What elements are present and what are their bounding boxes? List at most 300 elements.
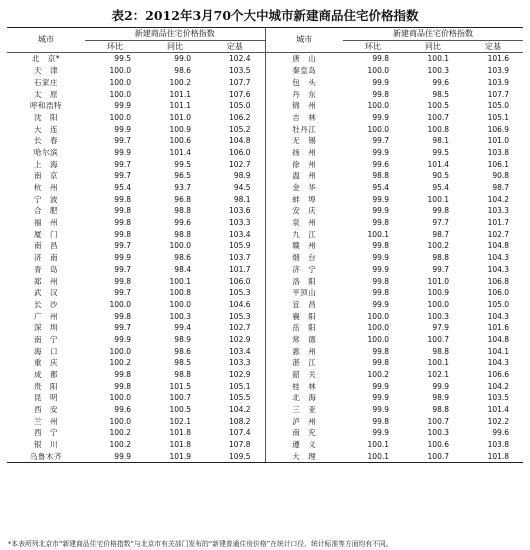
mom-index-cell: 99.9	[114, 124, 131, 134]
table-row	[7, 346, 523, 358]
base-index-cell: 107.7	[487, 89, 510, 99]
city-name-cell: 大 理	[265, 451, 343, 463]
mom-index-cell: 99.7	[372, 136, 390, 146]
table-row	[7, 194, 523, 206]
mom-index-cell: 99.8	[372, 416, 390, 426]
table-row	[7, 135, 523, 147]
city-name-cell: 宁 波	[34, 194, 58, 204]
yoy-index-cell: 96.8	[174, 194, 191, 204]
city-header-left: 城市	[7, 28, 85, 53]
yoy-index-cell: 100.3	[427, 428, 450, 438]
yoy-index-cell: 99.4	[174, 323, 191, 333]
yoy-index-cell: 100.7	[169, 393, 191, 403]
table-row	[7, 252, 523, 264]
mom-index-cell: 99.9	[372, 112, 390, 122]
base-index-cell: 101.8	[463, 451, 523, 463]
base-index-cell: 105.0	[229, 101, 251, 111]
base-index-cell: 109.5	[205, 451, 265, 463]
table-row	[7, 77, 523, 89]
yoy-index-cell: 100.6	[427, 440, 450, 450]
yoy-index-cell: 98.5	[174, 358, 191, 368]
mom-index-cell: 99.8	[372, 288, 390, 298]
mom-index-cell: 99.9	[372, 264, 390, 274]
base-index-cell: 108.2	[229, 416, 251, 426]
city-name-cell: 兰 州	[34, 416, 58, 426]
city-name-cell: 太 原	[34, 89, 58, 99]
table-row	[7, 182, 523, 194]
base-index-cell: 106.0	[229, 276, 251, 286]
city-name-cell: 徐 州	[265, 159, 343, 171]
base-index-cell: 105.3	[229, 311, 251, 321]
base-index-cell: 101.6	[487, 54, 510, 64]
table-row	[7, 451, 523, 463]
mom-index-cell: 99.7	[114, 288, 131, 298]
base-index-cell: 104.8	[487, 241, 510, 251]
mom-index-cell: 99.8	[114, 229, 131, 239]
city-name-cell: 银 川	[34, 440, 58, 450]
city-name-cell: 天 津	[34, 66, 58, 76]
yoy-index-cell: 100.8	[169, 288, 191, 298]
mom-index-cell: 99.8	[114, 370, 131, 380]
col-header-base-right: 定基	[463, 40, 523, 53]
base-index-cell: 101.0	[487, 136, 510, 146]
yoy-index-cell: 102.1	[169, 416, 191, 426]
city-name-cell: 九 江	[265, 229, 343, 241]
city-header-right: 城市	[265, 28, 343, 53]
city-name-cell: 武 汉	[34, 288, 58, 298]
base-index-cell: 98.9	[233, 171, 251, 181]
city-name-cell: 长 沙	[34, 299, 58, 309]
yoy-index-cell: 100.0	[427, 299, 450, 309]
table-row	[7, 392, 523, 404]
yoy-index-cell: 100.3	[427, 311, 450, 321]
city-name-cell: 包 头	[265, 77, 343, 89]
col-header-mom-left: 环比	[85, 40, 145, 53]
yoy-index-cell: 100.8	[427, 124, 450, 134]
city-name-cell: 蚌 埠	[265, 194, 343, 206]
col-header-yoy-left: 同比	[145, 40, 205, 53]
yoy-index-cell: 100.7	[403, 451, 463, 463]
yoy-index-cell: 100.5	[169, 405, 191, 415]
base-index-cell: 104.2	[487, 194, 510, 204]
mom-index-cell: 99.8	[114, 206, 131, 216]
city-name-cell: 大 连	[34, 124, 58, 134]
base-index-cell: 105.0	[487, 101, 510, 111]
base-index-cell: 102.9	[229, 334, 251, 344]
col-header-yoy-right: 同比	[403, 40, 463, 53]
mom-index-cell: 100.0	[109, 346, 131, 356]
yoy-index-cell: 98.8	[432, 253, 450, 263]
mom-index-cell: 99.8	[114, 311, 131, 321]
mom-index-cell: 99.9	[114, 147, 131, 157]
base-index-cell: 101.6	[487, 323, 510, 333]
mom-index-cell: 100.0	[109, 393, 131, 403]
yoy-index-cell: 100.7	[427, 112, 450, 122]
city-name-cell: 扬 州	[265, 147, 343, 159]
yoy-index-cell: 100.2	[427, 241, 450, 251]
table-row	[7, 369, 523, 381]
mom-index-cell: 100.0	[367, 311, 390, 321]
yoy-index-cell: 99.5	[174, 159, 191, 169]
base-index-cell: 105.9	[229, 241, 251, 251]
base-index-cell: 103.3	[229, 358, 251, 368]
city-name-cell: 合 肥	[34, 206, 58, 216]
city-name-cell: 襄 阳	[265, 311, 343, 323]
city-name-cell: 遵 义	[265, 439, 343, 451]
base-index-cell: 101.7	[487, 218, 510, 228]
city-name-cell: 海 口	[34, 346, 58, 356]
city-name-cell: 丹 东	[265, 88, 343, 100]
city-name-cell: 洛 阳	[265, 275, 343, 287]
col-header-base-left: 定基	[205, 40, 265, 53]
table-row	[7, 275, 523, 287]
mom-index-cell: 100.0	[109, 77, 131, 87]
base-index-cell: 103.6	[229, 206, 251, 216]
city-name-cell: 西 宁	[34, 428, 58, 438]
table-row	[7, 439, 523, 451]
yoy-index-cell: 90.5	[432, 171, 450, 181]
city-name-cell: 牡丹江	[265, 124, 343, 136]
mom-index-cell: 100.0	[109, 416, 131, 426]
yoy-index-cell: 98.8	[174, 370, 191, 380]
mom-index-cell: 95.4	[372, 183, 390, 193]
mom-index-cell: 99.9	[372, 147, 390, 157]
yoy-index-cell: 99.8	[432, 206, 450, 216]
city-name-cell: 秦皇岛	[265, 65, 343, 77]
yoy-index-cell: 101.8	[169, 440, 191, 450]
base-index-cell: 103.4	[229, 229, 251, 239]
city-name-cell: 济 南	[34, 253, 58, 263]
mom-index-cell: 100.0	[109, 112, 131, 122]
table-row	[7, 65, 523, 77]
base-index-cell: 104.3	[487, 311, 510, 321]
base-index-cell: 102.4	[229, 54, 251, 64]
city-name-cell: 宜 昌	[265, 299, 343, 311]
base-index-cell: 106.1	[487, 159, 510, 169]
base-index-cell: 106.2	[229, 112, 251, 122]
mom-index-cell: 99.5	[114, 54, 131, 64]
yoy-index-cell: 98.8	[432, 346, 450, 356]
mom-index-cell: 99.9	[114, 253, 131, 263]
mom-index-cell: 99.9	[372, 393, 390, 403]
table-row	[7, 299, 523, 311]
city-name-cell: 济 宁	[265, 264, 343, 276]
table-row	[7, 334, 523, 346]
yoy-index-cell: 100.0	[169, 299, 191, 309]
table-row	[7, 170, 523, 182]
city-name-cell: 常 德	[265, 334, 343, 346]
yoy-index-cell: 99.6	[174, 218, 191, 228]
table-row	[7, 112, 523, 124]
mom-index-cell: 99.8	[372, 218, 390, 228]
yoy-index-cell: 101.9	[145, 451, 205, 463]
yoy-index-cell: 98.6	[174, 346, 191, 356]
mom-index-cell: 100.0	[109, 66, 131, 76]
base-index-cell: 105.1	[487, 112, 510, 122]
mom-index-cell: 100.1	[343, 451, 403, 463]
table-row	[7, 311, 523, 323]
city-name-cell: 乌鲁木齐	[7, 451, 85, 463]
mom-index-cell: 99.9	[372, 206, 390, 216]
base-index-cell: 105.2	[229, 124, 251, 134]
mom-index-cell: 100.2	[109, 358, 131, 368]
yoy-index-cell: 100.9	[169, 124, 191, 134]
yoy-index-cell: 100.2	[169, 77, 191, 87]
mom-index-cell: 99.8	[114, 218, 131, 228]
base-index-cell: 104.2	[229, 405, 251, 415]
base-index-cell: 102.7	[487, 229, 510, 239]
mom-index-cell: 99.8	[114, 276, 131, 286]
city-name-cell: 广 州	[34, 311, 58, 321]
yoy-index-cell: 100.7	[427, 334, 450, 344]
city-name-cell: 岳 阳	[265, 322, 343, 334]
yoy-index-cell: 98.8	[174, 206, 191, 216]
mom-index-cell: 99.9	[372, 194, 390, 204]
mom-index-cell: 99.8	[372, 358, 390, 368]
yoy-index-cell: 98.8	[174, 229, 191, 239]
yoy-index-cell: 101.0	[169, 112, 191, 122]
city-name-cell: 北 京*	[31, 54, 61, 64]
mom-index-cell: 100.2	[367, 370, 390, 380]
yoy-index-cell: 97.7	[432, 218, 450, 228]
base-index-cell: 107.6	[229, 89, 251, 99]
table-row	[7, 287, 523, 299]
table-row	[7, 159, 523, 171]
yoy-index-cell: 100.1	[427, 194, 450, 204]
yoy-index-cell: 102.1	[427, 370, 450, 380]
city-name-cell: 无 锡	[265, 135, 343, 147]
base-index-cell: 103.3	[487, 206, 510, 216]
yoy-index-cell: 100.0	[169, 241, 191, 251]
yoy-index-cell: 100.6	[169, 136, 191, 146]
city-name-cell: 昆 明	[34, 393, 58, 403]
mom-index-cell: 99.8	[372, 346, 390, 356]
table-row	[7, 217, 523, 229]
city-name-cell: 成 都	[34, 370, 58, 380]
yoy-index-cell: 98.5	[432, 89, 450, 99]
yoy-index-cell: 93.7	[174, 183, 191, 193]
base-index-cell: 105.1	[229, 381, 251, 391]
mom-index-cell: 99.6	[114, 405, 131, 415]
mom-index-cell: 99.8	[372, 54, 390, 64]
base-index-cell: 104.3	[487, 358, 510, 368]
base-index-cell: 106.8	[487, 276, 510, 286]
yoy-index-cell: 98.4	[174, 264, 191, 274]
table-row	[7, 124, 523, 136]
table-row	[7, 100, 523, 112]
mom-index-cell: 100.0	[367, 124, 390, 134]
city-name-cell: 安 庆	[265, 205, 343, 217]
base-index-cell: 99.6	[492, 428, 510, 438]
mom-index-cell: 99.7	[114, 241, 131, 251]
base-index-cell: 106.9	[487, 124, 510, 134]
city-name-cell: 呼和浩特	[30, 101, 62, 111]
city-name-cell: 哈尔滨	[34, 147, 58, 157]
yoy-index-cell: 100.3	[427, 66, 450, 76]
price-index-table	[7, 27, 523, 463]
table-row	[7, 404, 523, 416]
mom-index-cell: 99.9	[372, 299, 390, 309]
base-index-cell: 106.0	[229, 147, 251, 157]
table-row	[7, 416, 523, 428]
mom-index-cell: 99.7	[114, 136, 131, 146]
yoy-index-cell: 98.9	[174, 334, 191, 344]
city-name-cell: 重 庆	[34, 358, 58, 368]
city-name-cell: 烟 台	[265, 252, 343, 264]
table-row	[7, 264, 523, 276]
table-row	[7, 322, 523, 334]
city-name-cell: 贵 阳	[34, 381, 58, 391]
yoy-index-cell: 100.5	[427, 101, 450, 111]
city-name-cell: 南 京	[34, 171, 58, 181]
mom-index-cell: 100.0	[109, 89, 131, 99]
mom-index-cell: 100.0	[367, 334, 390, 344]
city-name-cell: 石家庄	[34, 77, 58, 87]
city-name-cell: 赣 州	[265, 240, 343, 252]
city-name-cell: 南 宁	[34, 334, 58, 344]
yoy-index-cell: 100.1	[427, 358, 450, 368]
index-group-header-right: 新建商品住宅价格指数	[343, 28, 523, 41]
city-name-cell: 惠 州	[265, 346, 343, 358]
yoy-index-cell: 101.1	[169, 101, 191, 111]
base-index-cell: 104.3	[487, 253, 510, 263]
base-index-cell: 107.4	[229, 428, 251, 438]
city-name-cell: 温 州	[265, 170, 343, 182]
yoy-index-cell: 100.3	[169, 311, 191, 321]
base-index-cell: 101.7	[229, 264, 251, 274]
city-name-cell: 杭 州	[34, 183, 58, 193]
mom-index-cell: 98.8	[372, 171, 390, 181]
base-index-cell: 102.7	[229, 323, 251, 333]
base-index-cell: 104.3	[487, 264, 510, 274]
base-index-cell: 107.8	[229, 440, 251, 450]
city-name-cell: 平顶山	[265, 287, 343, 299]
mom-index-cell: 99.9	[114, 334, 131, 344]
mom-index-cell: 100.0	[367, 101, 390, 111]
city-name-cell: 深 圳	[34, 323, 58, 333]
city-name-cell: 青 岛	[34, 264, 58, 274]
mom-index-cell: 99.9	[372, 77, 390, 87]
mom-index-cell: 99.9	[372, 405, 390, 415]
city-name-cell: 南 昌	[34, 241, 58, 251]
yoy-index-cell: 95.4	[432, 183, 450, 193]
mom-index-cell: 100.1	[367, 440, 390, 450]
base-index-cell: 94.5	[233, 183, 251, 193]
mom-index-cell: 100.1	[367, 229, 390, 239]
base-index-cell: 104.2	[487, 381, 510, 391]
base-index-cell: 103.5	[487, 393, 510, 403]
mom-index-cell: 100.2	[109, 440, 131, 450]
index-group-header-left: 新建商品住宅价格指数	[85, 28, 265, 41]
base-index-cell: 104.6	[229, 299, 251, 309]
base-index-cell: 105.0	[487, 299, 510, 309]
yoy-index-cell: 100.1	[169, 276, 191, 286]
mom-index-cell: 99.8	[372, 241, 390, 251]
base-index-cell: 103.9	[487, 77, 510, 87]
mom-index-cell: 95.4	[114, 183, 131, 193]
city-name-cell: 吉 林	[265, 112, 343, 124]
table-row	[7, 205, 523, 217]
mom-index-cell: 99.7	[114, 171, 131, 181]
yoy-index-cell: 101.5	[169, 381, 191, 391]
base-index-cell: 102.9	[229, 370, 251, 380]
mom-index-cell: 100.0	[367, 66, 390, 76]
city-name-cell: 唐 山	[265, 53, 343, 65]
mom-index-cell: 99.9	[372, 428, 390, 438]
yoy-index-cell: 101.1	[169, 89, 191, 99]
city-name-cell: 泸 州	[265, 416, 343, 428]
yoy-index-cell: 99.6	[432, 77, 450, 87]
table-row	[7, 357, 523, 369]
yoy-index-cell: 98.6	[174, 66, 191, 76]
yoy-index-cell: 96.5	[174, 171, 191, 181]
city-name-cell: 沈 阳	[34, 112, 58, 122]
yoy-index-cell: 99.5	[432, 147, 450, 157]
table-row	[7, 427, 523, 439]
base-index-cell: 107.7	[229, 77, 251, 87]
yoy-index-cell: 101.8	[169, 428, 191, 438]
city-name-cell: 北 海	[265, 392, 343, 404]
city-name-cell: 厦 门	[34, 229, 58, 239]
mom-index-cell: 99.8	[372, 276, 390, 286]
table-row	[7, 88, 523, 100]
base-index-cell: 102.2	[487, 416, 510, 426]
yoy-index-cell: 98.7	[432, 229, 450, 239]
col-header-mom-right: 环比	[343, 40, 403, 53]
mom-index-cell: 99.9	[85, 451, 145, 463]
city-name-cell: 锦 州	[265, 100, 343, 112]
yoy-index-cell: 101.4	[169, 147, 191, 157]
mom-index-cell: 99.8	[114, 194, 131, 204]
table-row	[7, 53, 523, 65]
base-index-cell: 105.3	[229, 288, 251, 298]
yoy-index-cell: 99.9	[432, 381, 450, 391]
base-index-cell: 102.7	[229, 159, 251, 169]
base-index-cell: 103.4	[229, 346, 251, 356]
mom-index-cell: 99.8	[372, 89, 390, 99]
mom-index-cell: 99.7	[114, 264, 131, 274]
base-index-cell: 103.8	[487, 440, 510, 450]
base-index-cell: 104.8	[487, 334, 510, 344]
mom-index-cell: 99.9	[372, 253, 390, 263]
city-name-cell: 福 州	[34, 218, 58, 228]
mom-index-cell: 99.7	[114, 159, 131, 169]
table-row	[7, 229, 523, 241]
base-index-cell: 103.5	[229, 66, 251, 76]
city-name-cell: 韶 关	[265, 369, 343, 381]
base-index-cell: 106.6	[487, 370, 510, 380]
yoy-index-cell: 99.7	[432, 264, 450, 274]
mom-index-cell: 99.9	[372, 381, 390, 391]
footnote: *本表所列北京市“新建商品住宅价格指数”与北京市有关部门发布的“新建普通住房价格”在统计口径、统计标准等方面均有不同。	[8, 540, 393, 548]
mom-index-cell: 99.9	[114, 101, 131, 111]
table-row	[7, 240, 523, 252]
yoy-index-cell: 100.7	[427, 416, 450, 426]
yoy-index-cell: 100.9	[427, 288, 450, 298]
base-index-cell: 105.5	[229, 393, 251, 403]
base-index-cell: 103.9	[487, 66, 510, 76]
mom-index-cell: 99.6	[372, 159, 390, 169]
yoy-index-cell: 98.1	[432, 136, 450, 146]
base-index-cell: 98.1	[233, 194, 251, 204]
city-name-cell: 湛 江	[265, 357, 343, 369]
yoy-index-cell: 101.0	[427, 276, 450, 286]
city-name-cell: 桂 林	[265, 381, 343, 393]
base-index-cell: 98.7	[492, 183, 510, 193]
base-index-cell: 103.3	[229, 218, 251, 228]
city-name-cell: 长 春	[34, 136, 58, 146]
mom-index-cell: 99.7	[114, 323, 131, 333]
